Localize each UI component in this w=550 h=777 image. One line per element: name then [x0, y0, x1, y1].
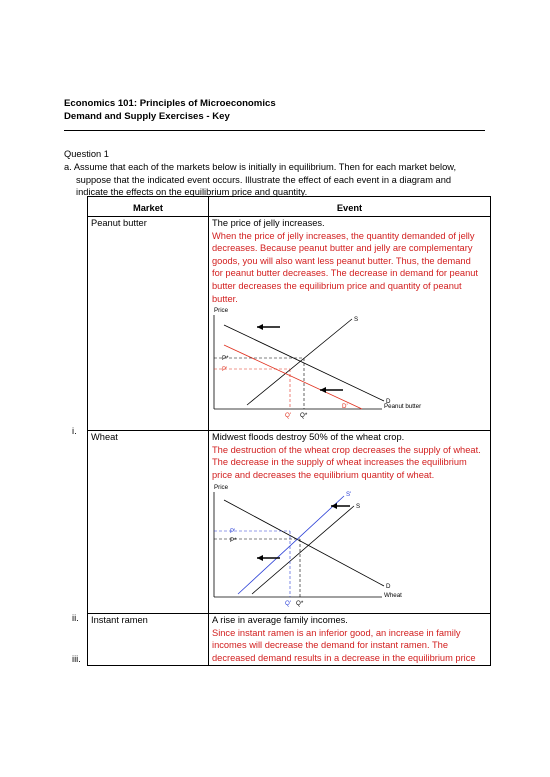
answer-line: decreases. Because peanut butter and jelly are complementary	[212, 243, 473, 254]
p-star-label: P*	[230, 536, 237, 544]
exercise-table	[87, 196, 491, 666]
instruction-line: a. Assume that each of the markets below is initially in equilibrium. Then for each market below,	[64, 162, 457, 172]
demand-curve-shifted	[224, 345, 362, 409]
demand-shifted-label: D'	[342, 403, 348, 411]
answer-line: butter.	[212, 293, 238, 304]
demand-label: D	[386, 582, 391, 590]
header-rule	[64, 130, 485, 131]
q-new-label: Q'	[285, 412, 291, 420]
supply-demand-diagram-peanut-butter	[212, 305, 422, 430]
event-text: A rise in average family incomes.	[212, 615, 348, 626]
question-title: Question 1	[64, 149, 109, 159]
question-instructions	[64, 161, 494, 199]
event-cell	[209, 217, 491, 431]
left-arrow-icon	[331, 503, 350, 509]
event-text: Midwest floods destroy 50% of the wheat crop.	[212, 432, 405, 443]
demand-curve	[224, 500, 384, 586]
supply-demand-diagram-wheat	[212, 482, 422, 612]
table-header-row	[88, 197, 491, 217]
event-cell	[209, 431, 491, 614]
row-numeral: iii.	[72, 654, 81, 664]
supply-label: S	[356, 502, 361, 510]
answer-line: The destruction of the wheat crop decreases the supply of wheat.	[212, 444, 481, 455]
p-new-label: P'	[230, 527, 236, 535]
column-header-event: Event	[209, 197, 491, 217]
left-arrow-icon	[320, 387, 343, 393]
answer-line: The decrease in the supply of wheat increases the equilibrium	[212, 457, 467, 468]
supply-shifted-label: S'	[346, 490, 352, 498]
table-row	[88, 431, 491, 614]
q-star-label: Q*	[300, 412, 308, 420]
left-arrow-icon	[257, 555, 280, 561]
answer-line: butter decreases the equilibrium price and quantity of peanut	[212, 280, 462, 291]
supply-curve	[247, 319, 352, 405]
answer-line: decreased demand results in a decrease in the equilibrium price	[212, 652, 476, 663]
answer-line: goods, you will also want less peanut butter. Thus, the demand	[212, 255, 471, 266]
instruction-line: suppose that the indicated event occurs. Illustrate the effect of each event in a diagram and	[76, 174, 452, 185]
demand-label: D	[386, 398, 391, 406]
table-row	[88, 217, 491, 431]
course-title: Economics 101: Principles of Microeconomics	[64, 98, 276, 109]
q-star-label: Q*	[296, 599, 304, 607]
y-axis-label: Price	[214, 307, 229, 315]
q-new-label: Q'	[285, 599, 291, 607]
row-numeral: i.	[72, 426, 77, 436]
event-cell	[209, 614, 491, 665]
row-numeral: ii.	[72, 613, 79, 623]
instruction-line: indicate the effects on the equilibrium price and quantity.	[76, 187, 308, 198]
left-arrow-icon	[257, 324, 280, 330]
answer-line: for peanut butter decreases. The decrease in demand for peanut	[212, 268, 478, 279]
supply-curve	[252, 506, 354, 594]
answer-line: incomes will decrease the demand for instant ramen. The	[212, 640, 448, 651]
document-title: Demand and Supply Exercises - Key	[64, 111, 230, 122]
market-cell: Instant ramen	[88, 614, 209, 665]
x-axis-label: Wheat	[384, 591, 402, 599]
x-axis-label: Peanut butter	[384, 403, 422, 411]
p-star-label: P*	[222, 355, 229, 363]
column-header-market: Market	[88, 197, 209, 217]
supply-curve-shifted	[238, 496, 344, 594]
p-new-label: P'	[222, 366, 228, 374]
market-cell: Wheat	[88, 431, 209, 614]
answer-line: price and decreases the equilibrium quantity of wheat.	[212, 469, 435, 480]
answer-line: Since instant ramen is an inferior good, an increase in family	[212, 627, 461, 638]
event-text: The price of jelly increases.	[212, 218, 325, 228]
answer-line: When the price of jelly increases, the quantity demanded of jelly	[212, 230, 475, 241]
market-cell: Peanut butter	[88, 217, 209, 431]
y-axis-label: Price	[214, 483, 229, 491]
table-row	[88, 614, 491, 665]
supply-label: S	[354, 316, 359, 324]
